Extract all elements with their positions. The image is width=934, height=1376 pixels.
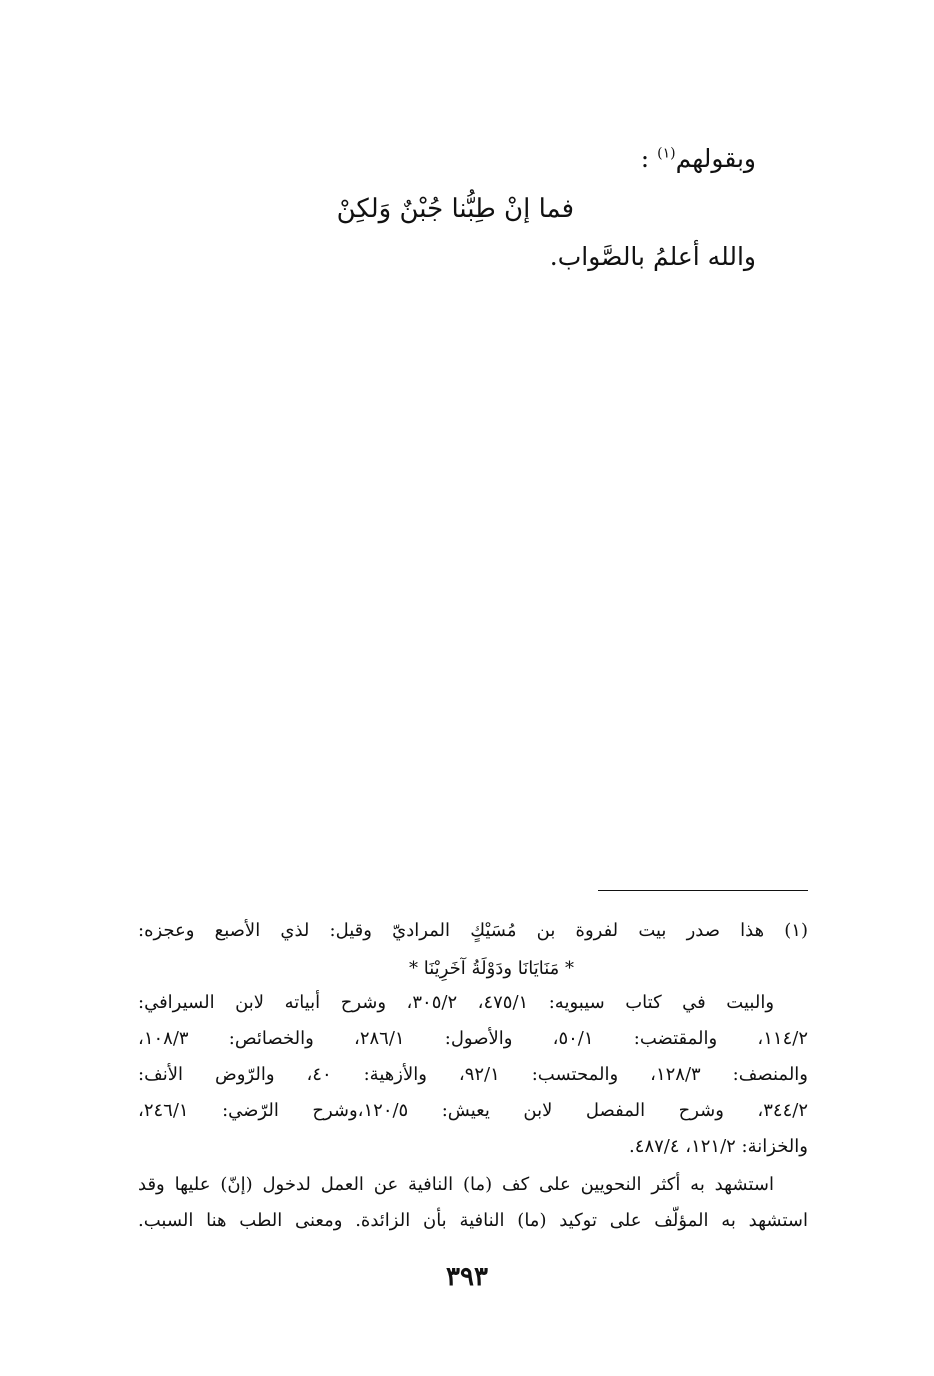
- footnote-line-7: استشهد به أكثر النحويين على كف (ما) النافية عن العمل لدخول (إنّ) عليها وقد: [138, 1174, 774, 1195]
- footnote-line-4: والمنصف: ١٢٨/٣، والمحتسب: ٩٢/١، والأزهية: ٤٠، والرّوض الأنف:: [138, 1064, 808, 1085]
- footnote-verse: * مَنَايَانَا ودَوْلَةُ آخَرِيْنَا *: [409, 958, 574, 979]
- footnote-line-6: والخزانة: ١٢١/٢، ٤٨٧/٤.: [629, 1136, 808, 1157]
- closing-line: والله أعلمُ بالصَّواب.: [549, 242, 756, 271]
- footnote-line-3: ١١٤/٢، والمقتضب: ٥٠/١، والأصول: ٢٨٦/١، والخصائص: ١٠٨/٣،: [138, 1028, 808, 1049]
- page-number: ٣٩٣: [446, 1262, 488, 1292]
- footnote-line-2: والبيت في كتاب سيبويه: ٤٧٥/١، ٣٠٥/٢، وشرح أبياته لابن السيرافي:: [138, 992, 775, 1013]
- verse-line: فما إنْ طِبُّنا جُبْنٌ وَلكِنْ: [336, 194, 574, 224]
- footnote-line-8: استشهد به المؤلّف على توكيد (ما) النافية بأن الزائدة. ومعنى الطب هنا السبب.: [138, 1210, 808, 1231]
- footnote-line-5: ٣٤٤/٢، وشرح المفصل لابن يعيش: ١٢٠/٥،وشرح الرّضي: ٢٤٦/١،: [138, 1100, 808, 1121]
- intro-line: [641, 142, 756, 176]
- intro-colon: :: [640, 144, 650, 173]
- footnote-line-1: (١) هذا صدر بيت لفروة بن مُسَيْكٍ المراديّ وقيل: لذي الأصبع وعجزه:: [138, 920, 808, 941]
- intro-text: وبقولهم: [675, 144, 756, 173]
- footnote-reference: (١): [657, 145, 676, 162]
- footnote-separator: [598, 890, 808, 891]
